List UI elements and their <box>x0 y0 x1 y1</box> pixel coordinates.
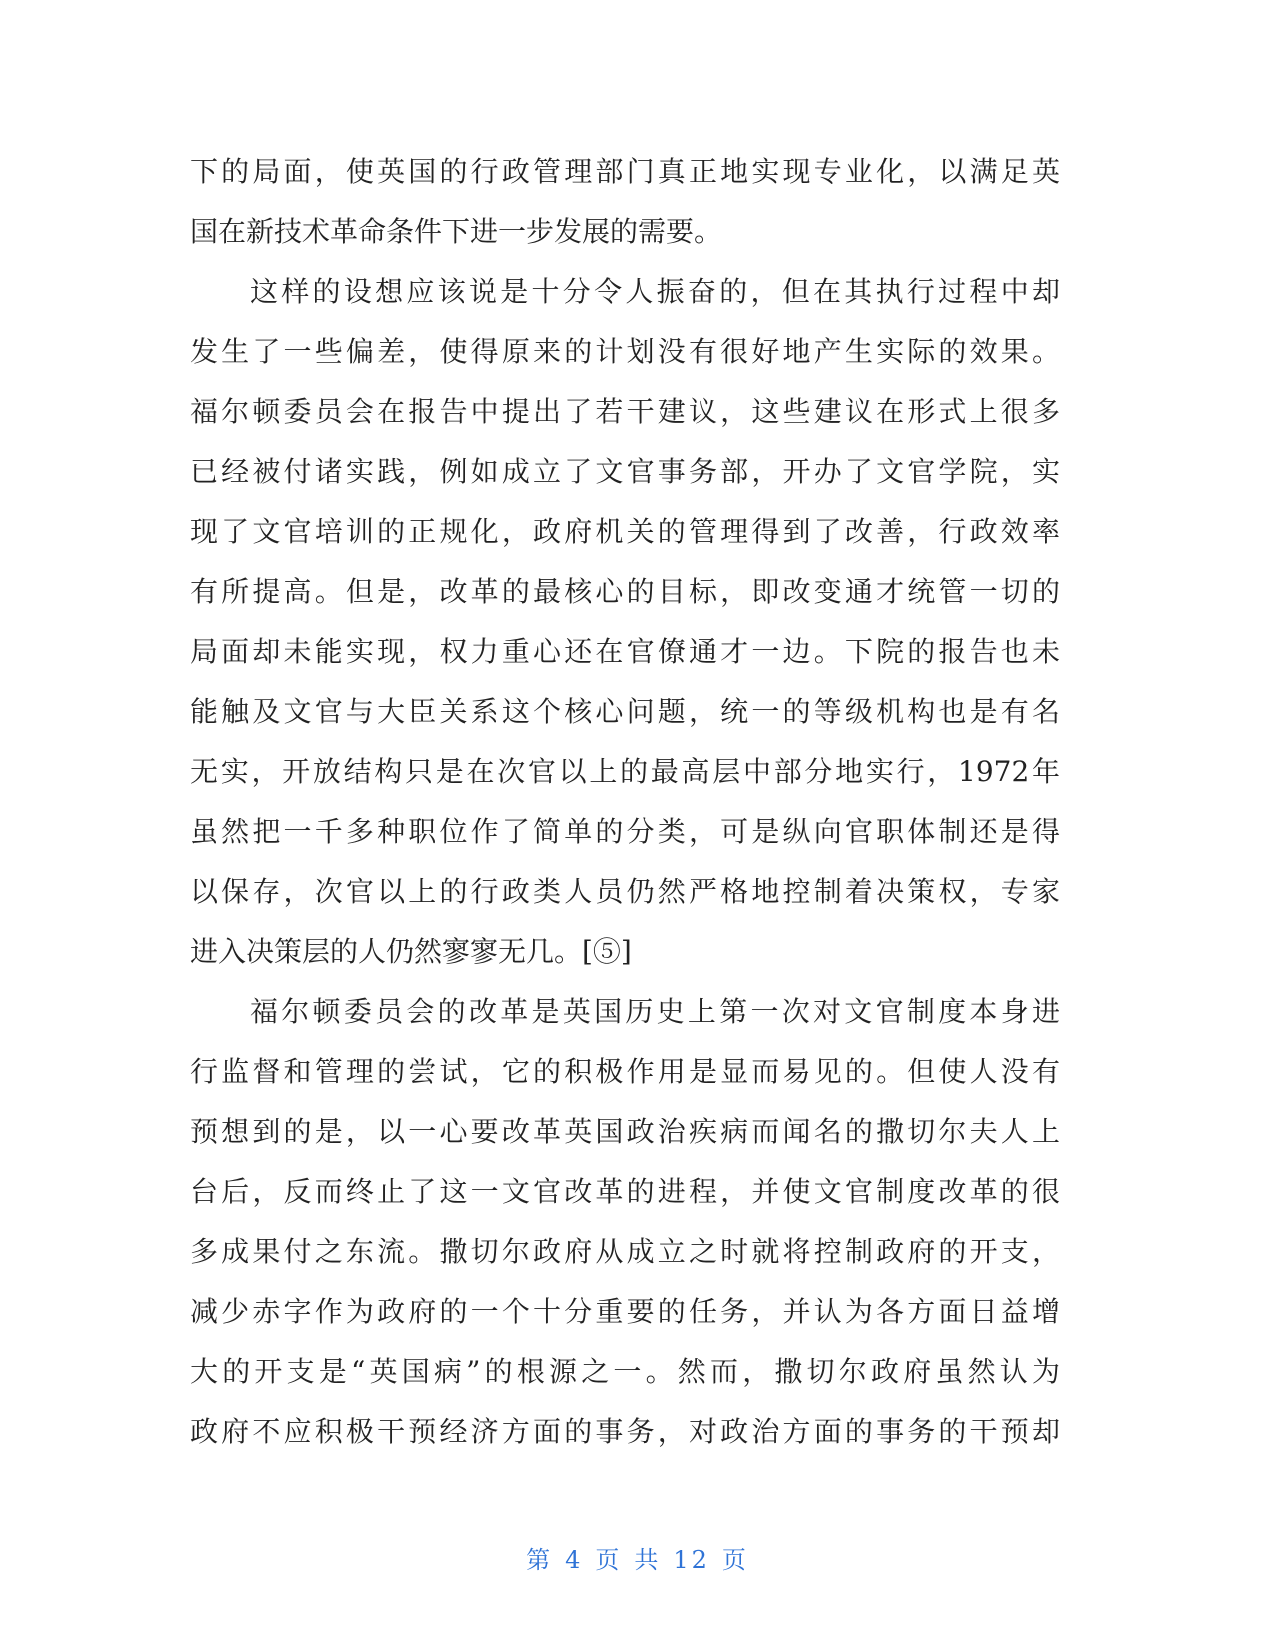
text-line: 福尔顿委员会的改革是英国历史上第一次对文官制度本身进 <box>250 995 1060 1028</box>
footer-total-word: 共 <box>634 1546 662 1574</box>
text-line: 局面却未能实现，权力重心还在官僚通才一边。下院的报告也未 <box>190 635 1060 668</box>
text-line: 以保存，次官以上的行政类人员仍然严格地控制着决策权，专家 <box>190 875 1060 908</box>
text-line: 大的开支是“英国病”的根源之一。然而，撒切尔政府虽然认为 <box>190 1355 1060 1388</box>
text-line: 预想到的是，以一心要改革英国政治疾病而闻名的撒切尔夫人上 <box>190 1115 1060 1148</box>
text-line: 政府不应积极干预经济方面的事务，对政治方面的事务的干预却 <box>190 1415 1060 1448</box>
text-line: 下的局面，使英国的行政管理部门真正地实现专业化，以满足英 <box>190 155 1060 188</box>
text-line: 虽然把一千多种职位作了简单的分类，可是纵向官职体制还是得 <box>190 815 1060 848</box>
current-page-number: 4 <box>565 1546 584 1574</box>
text-line: 能触及文官与大臣关系这个核心问题，统一的等级机构也是有名 <box>190 695 1060 728</box>
total-page-count: 12 <box>673 1546 710 1574</box>
text-line: 现了文官培训的正规化，政府机关的管理得到了改善，行政效率 <box>190 515 1060 548</box>
text-line: 减少赤字作为政府的一个十分重要的任务，并认为各方面日益增 <box>190 1295 1060 1328</box>
text-line: 这样的设想应该说是十分令人振奋的，但在其执行过程中却 <box>250 275 1060 308</box>
text-line: 福尔顿委员会在报告中提出了若干建议，这些建议在形式上很多 <box>190 395 1060 428</box>
footer-page-unit: 页 <box>595 1546 623 1574</box>
page-footer <box>0 1540 1275 1575</box>
text-line: 无实，开放结构只是在次官以上的最高层中部分地实行，1972年 <box>190 755 1060 788</box>
document-body <box>190 142 1060 1462</box>
text-line: 进入决策层的人仍然寥寥无几。[⑤] <box>190 935 632 968</box>
text-line: 已经被付诸实践，例如成立了文官事务部，开办了文官学院，实 <box>190 455 1060 488</box>
text-line: 国在新技术革命条件下进一步发展的需要。 <box>190 215 723 248</box>
text-line: 多成果付之东流。撒切尔政府从成立之时就将控制政府的开支， <box>190 1235 1060 1268</box>
text-line: 有所提高。但是，改革的最核心的目标，即改变通才统管一切的 <box>190 575 1060 608</box>
footer-prefix: 第 <box>526 1546 554 1574</box>
text-line: 发生了一些偏差，使得原来的计划没有很好地产生实际的效果。 <box>190 335 1060 368</box>
text-line: 行监督和管理的尝试，它的积极作用是显而易见的。但使人没有 <box>190 1055 1060 1088</box>
text-line: 台后，反而终止了这一文官改革的进程，并使文官制度改革的很 <box>190 1175 1060 1208</box>
footer-total-unit: 页 <box>721 1546 749 1574</box>
